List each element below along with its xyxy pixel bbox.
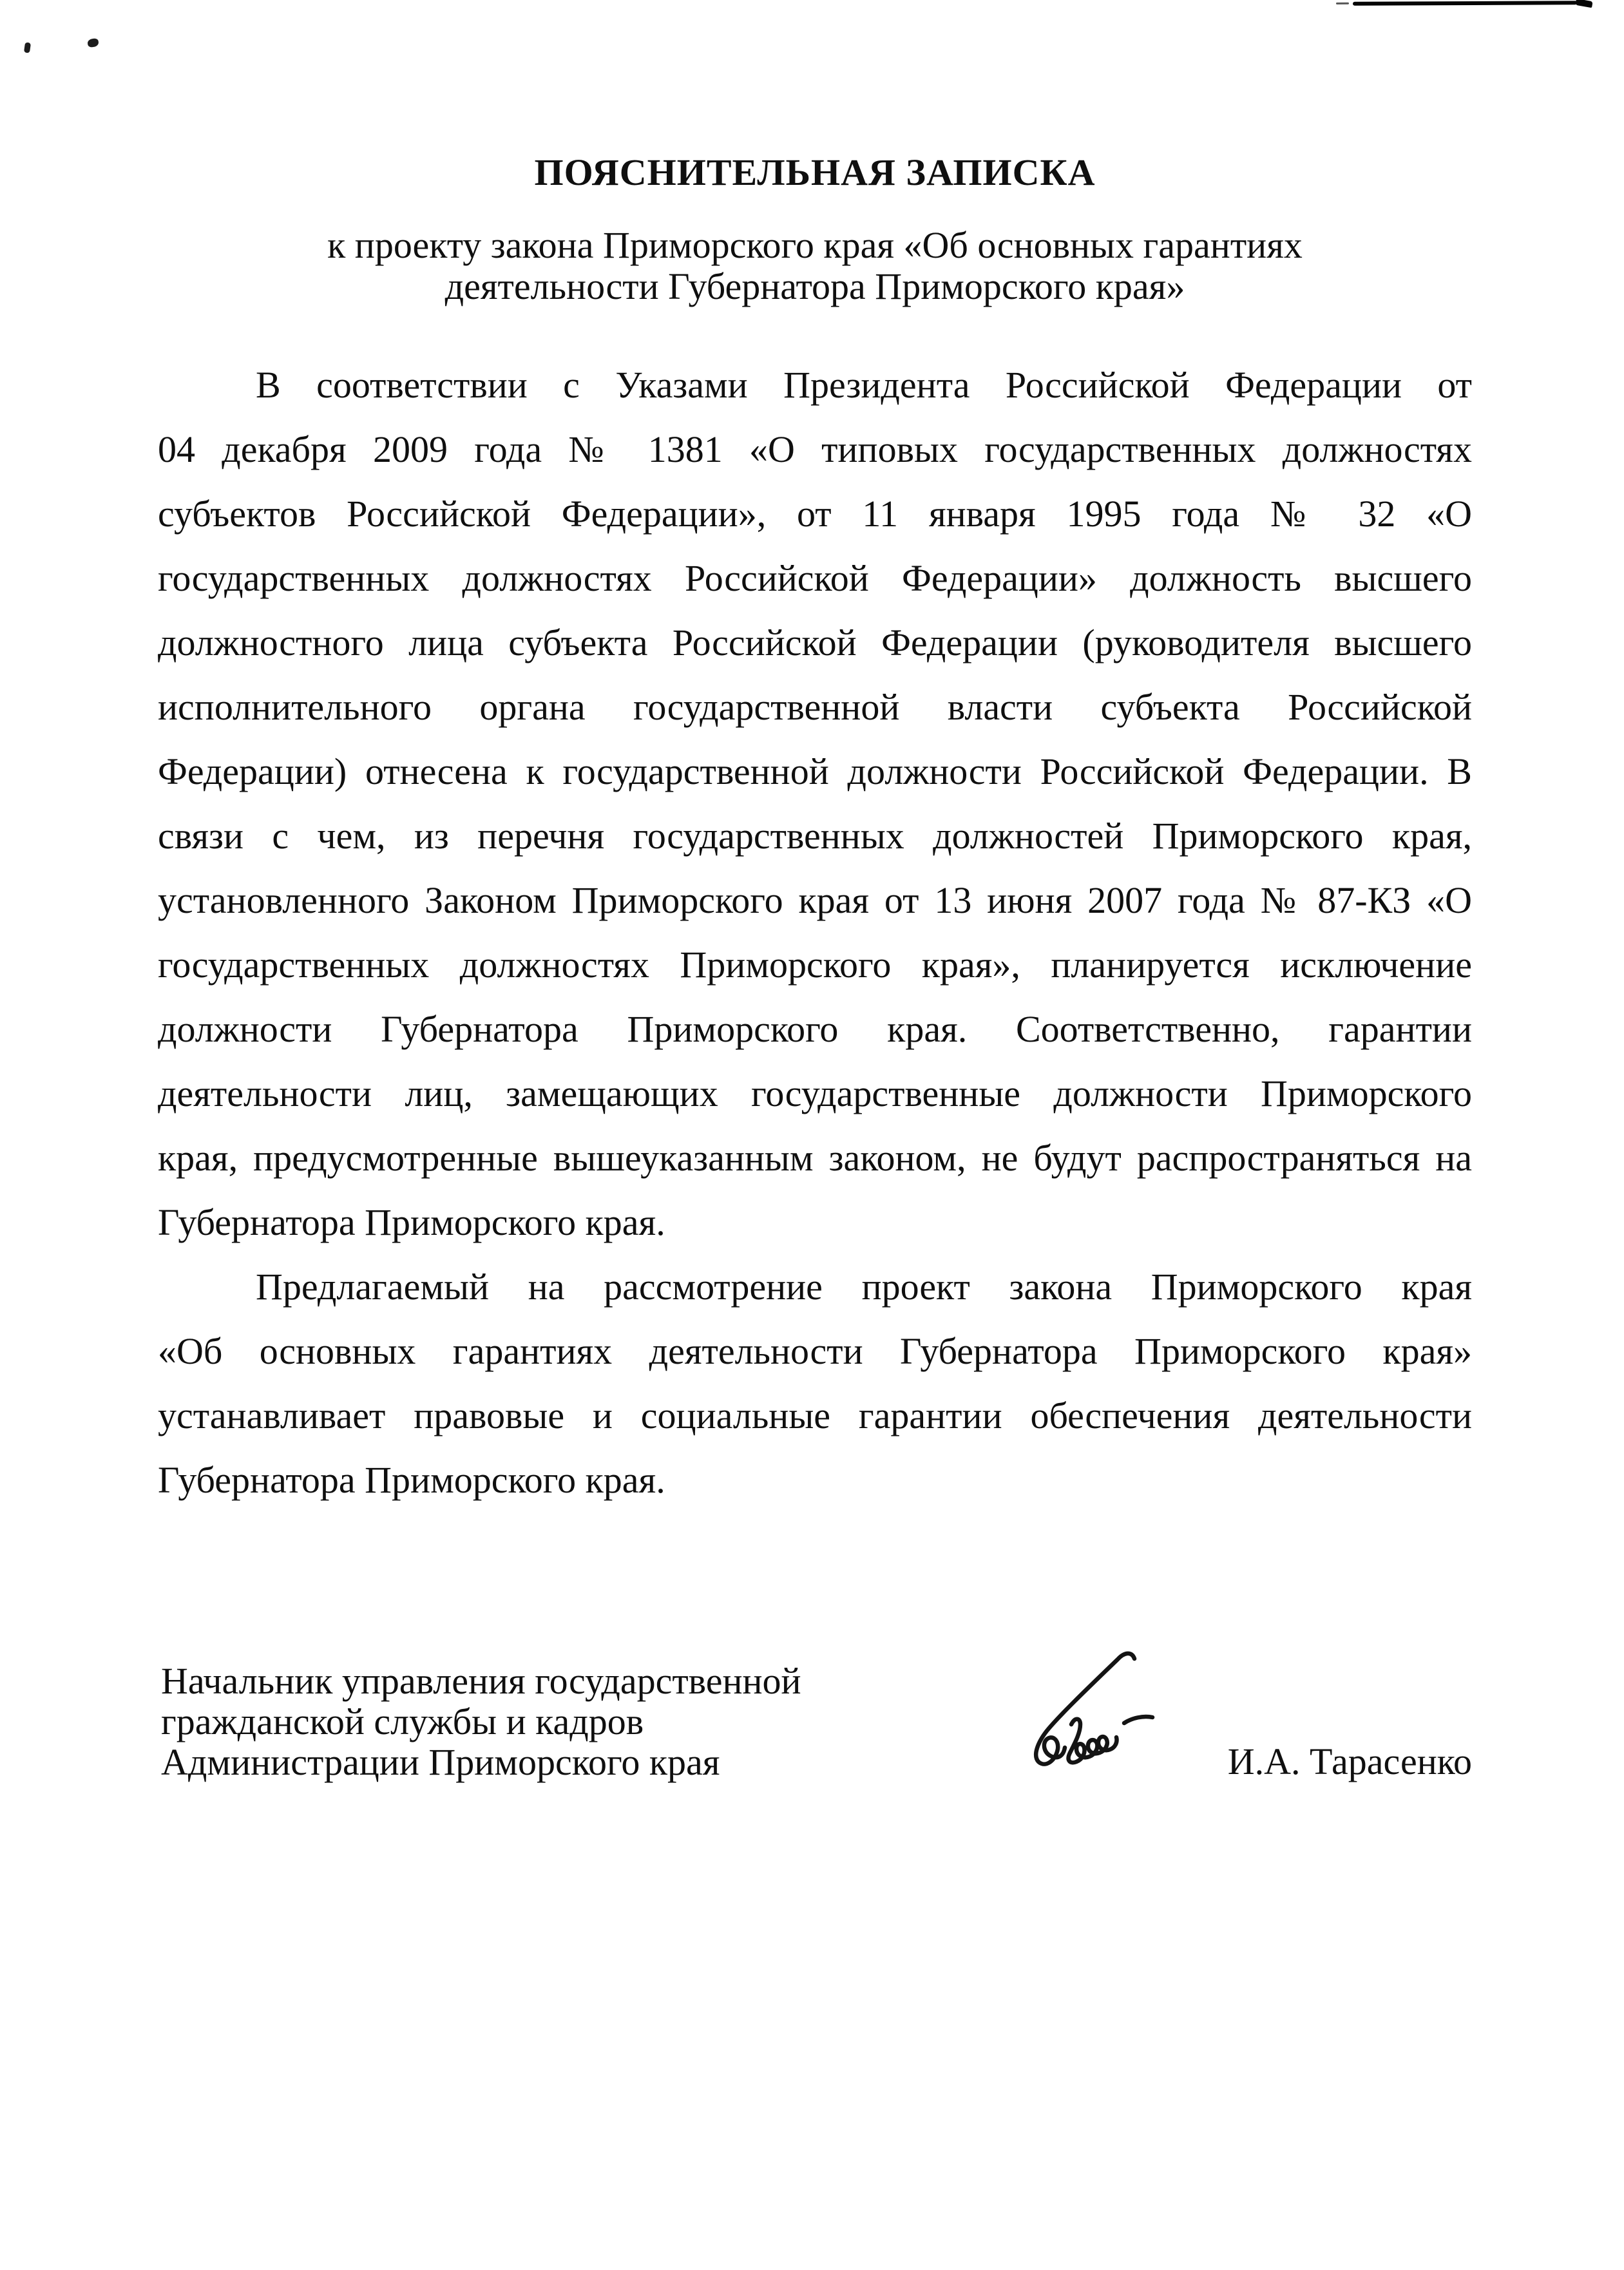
- scan-speck: [87, 38, 99, 48]
- paragraph-line: устанавливает правовые и социальные гарантии обеспечения деятельности: [158, 1395, 1472, 1436]
- document-subtitle-line: к проекту закона Приморского края «Об основных гарантиях: [327, 224, 1303, 266]
- scan-artifact-line: [1353, 1, 1577, 6]
- paragraph-line: должностного лица субъекта Российской Федерации (руководителя высшего: [158, 622, 1472, 663]
- paragraph-line: установленного Законом Приморского края от 13 июня 2007 года № 87-КЗ «О: [158, 879, 1472, 921]
- paragraph-line: деятельности лиц, замещающих государственные должности Приморского: [158, 1073, 1472, 1114]
- paragraph-line: края, предусмотренные вышеуказанным законом, не будут распространяться на: [158, 1137, 1472, 1179]
- signatory-name: И.А. Тарасенко: [1227, 1741, 1472, 1782]
- paragraph-line: Предлагаемый на рассмотрение проект закона Приморского края: [256, 1266, 1472, 1308]
- document-subtitle-line: деятельности Губернатора Приморского края»: [444, 265, 1185, 307]
- document-subtitle: [158, 225, 1472, 307]
- signatory-title-line: Начальник управления государственной: [161, 1660, 801, 1702]
- paragraph-line: государственных должностях Приморского края», планируется исключение: [158, 944, 1472, 986]
- document-body: [158, 353, 1472, 1512]
- scan-artifact-tick: [1575, 0, 1592, 8]
- paragraph-line: «Об основных гарантиях деятельности Губернатора Приморского края»: [158, 1330, 1472, 1372]
- paragraph-line: 04 декабря 2009 года № 1381 «О типовых государственных должностях: [158, 428, 1472, 470]
- paragraph-line: Федерации) отнесена к государственной должности Российской Федерации. В: [158, 750, 1472, 792]
- document-title: ПОЯСНИТЕЛЬНАЯ ЗАПИСКА: [534, 151, 1096, 193]
- paragraph-line: государственных должностях Российской Федерации» должность высшего: [158, 557, 1472, 599]
- paragraph-line: связи с чем, из перечня государственных должностей Приморского края,: [158, 815, 1472, 857]
- signatory-title-line: Администрации Приморского края: [161, 1741, 720, 1783]
- scan-speck: [24, 42, 31, 53]
- paragraph-line: Губернатора Приморского края.: [158, 1201, 665, 1243]
- paragraph-line: исполнительного органа государственной власти субъекта Российской: [158, 686, 1472, 728]
- signatory-title-line: гражданской службы и кадров: [161, 1701, 644, 1742]
- paragraph-line: должности Губернатора Приморского края. Соответственно, гарантии: [158, 1008, 1472, 1050]
- handwritten-signature-icon: [1021, 1639, 1169, 1775]
- signatory-title-block: [161, 1661, 934, 1782]
- paragraph-line: В соответствии с Указами Президента Российской Федерации от: [256, 364, 1472, 406]
- paragraph-line: субъектов Российской Федерации», от 11 января 1995 года № 32 «О: [158, 493, 1472, 535]
- paragraph-line: Губернатора Приморского края.: [158, 1459, 665, 1501]
